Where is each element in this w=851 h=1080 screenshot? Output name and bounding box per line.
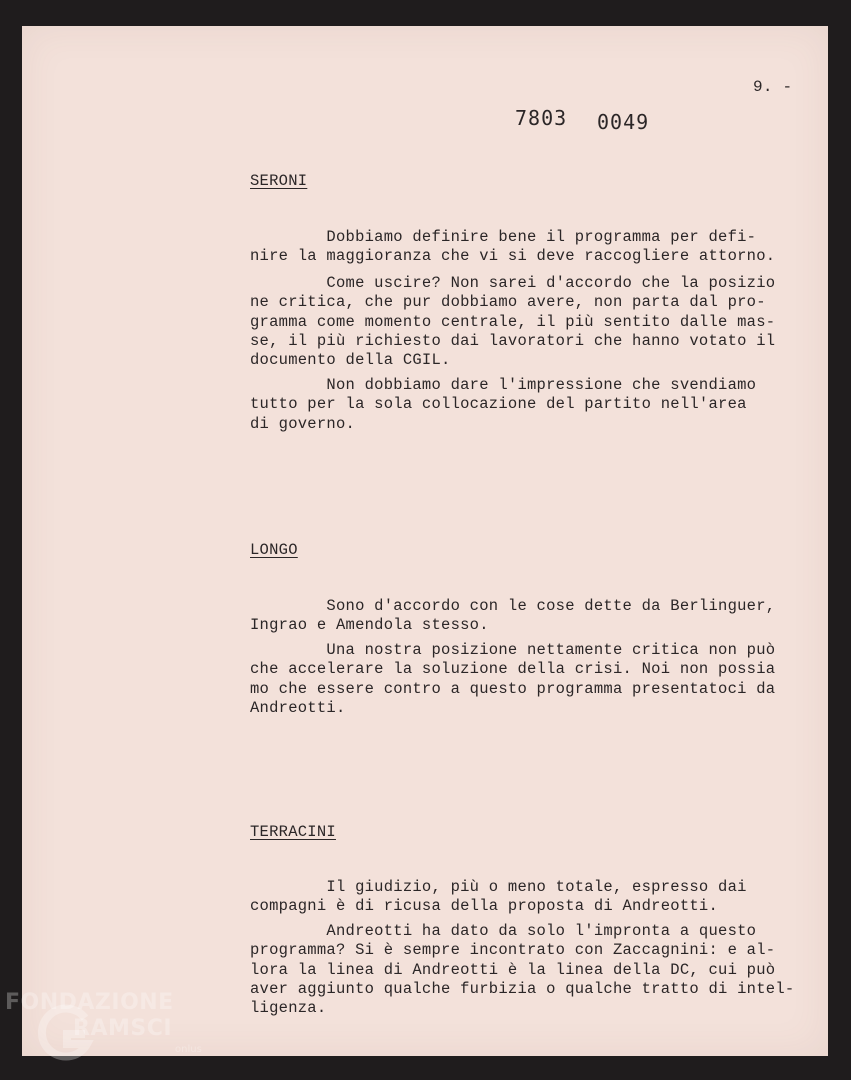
speaker-heading: SERONI — [250, 172, 308, 190]
paragraph: Sono d'accordo con le cose dette da Berlinguer, Ingrao e Amendola stesso. — [250, 597, 776, 635]
watermark-sub: onlus — [175, 1044, 202, 1055]
page-number: 9. - — [753, 78, 793, 96]
paragraph: Una nostra posizione nettamente critica non può che accelerare la soluzione della crisi. Noi non possia mo che essere contro a questo programma presentatoci da Andreotti. — [250, 641, 776, 717]
paragraph: Andreotti ha dato da solo l'impronta a questo programma? Si è sempre incontrato con Zaccagnini: e al- lora la linea di Andreotti è la linea della DC, cui può aver aggiunto qualche furbizia o qualche tratto di intel- ligenza. — [250, 922, 795, 1018]
paragraph: Dobbiamo definire bene il programma per defi- nire la maggioranza che vi si deve raccogliere attorno. — [250, 228, 776, 266]
fondazione-gramsci-watermark — [3, 986, 213, 1078]
paragraph: Non dobbiamo dare l'impressione che svendiamo tutto per la sola collocazione del partito nell'area di governo. — [250, 376, 757, 433]
speaker-heading: LONGO — [250, 541, 298, 559]
speaker-heading: TERRACINI — [250, 823, 336, 841]
archive-code-right: 0049 — [597, 110, 650, 134]
paragraph: Il giudizio, più o meno totale, espresso dai compagni è di ricusa della proposta di Andreotti. — [250, 878, 747, 916]
archive-code-left: 7803 — [515, 106, 568, 130]
watermark-line1: FONDAZIONE — [5, 990, 174, 1015]
watermark-line2: RAMSCI — [73, 1016, 173, 1041]
paragraph: Come uscire? Non sarei d'accordo che la posizio ne critica, che pur dobbiamo avere, non parta dal pro- gramma come momento centrale, il più sentito dalle mas- se, il più richiesto dai lavoratori che hanno votato il documento della CGIL. — [250, 274, 776, 370]
